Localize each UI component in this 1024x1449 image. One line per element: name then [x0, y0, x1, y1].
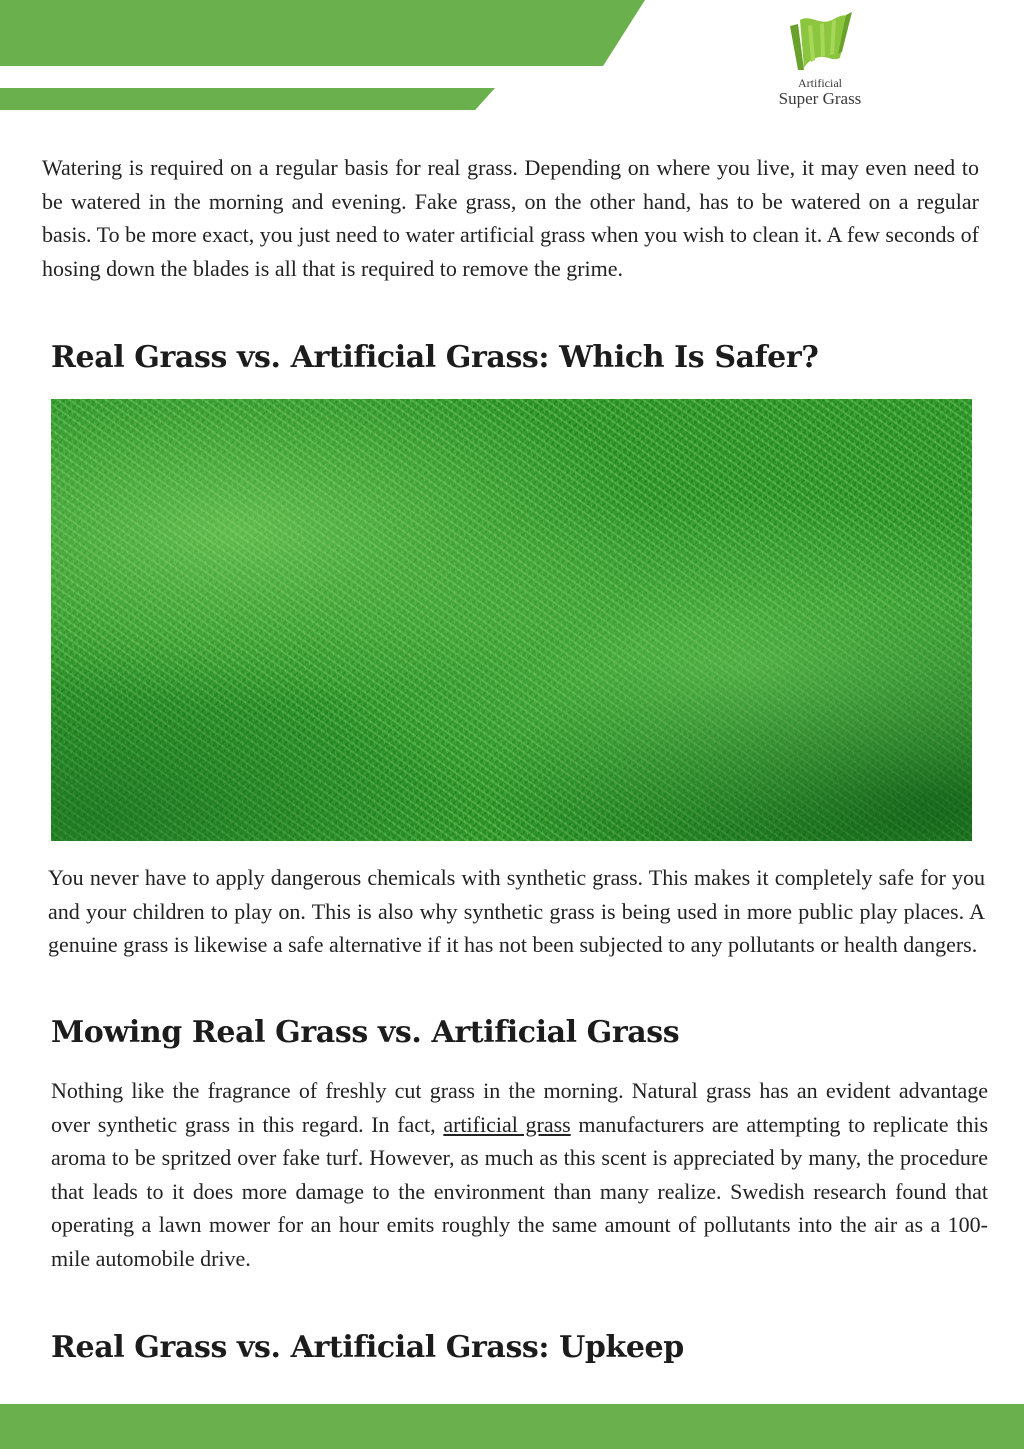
intro-paragraph: Watering is required on a regular basis for real grass. Depending on where you live, it may even need to be watered in the morning and evening. Fake grass, on the other hand, has to be watered on a regular basis. To be more exact, you just need to water artificial grass when you wish to clean it. A few seconds of hosing down the blades is all that is required to remove the grime. [42, 155, 979, 281]
header-band [0, 0, 645, 66]
mowing-text-before-link: Nothing like the fragrance of freshly cut grass in the morning. Natural grass has an evident advantage over synthetic grass in this regard. In fact, [51, 1078, 988, 1137]
grass-flag-icon [782, 12, 858, 74]
mowing-heading: Mowing Real Grass vs. Artificial Grass [51, 1015, 680, 1050]
footer-bar [0, 1404, 1024, 1449]
artificial-grass-link[interactable]: artificial grass [443, 1111, 571, 1137]
logo-text-top: Artificial [798, 76, 842, 90]
upkeep-heading: Real Grass vs. Artificial Grass: Upkeep [51, 1330, 684, 1365]
safety-paragraph: You never have to apply dangerous chemicals with synthetic grass. This makes it completely safe for you and your children to play on. This is also why synthetic grass is being used in more public play places. A genuine grass is likewise a safe alternative if it has not been subjected to any pollutants or health dangers. [48, 865, 985, 957]
brand-logo[interactable] [768, 12, 872, 112]
mowing-paragraph [51, 1074, 988, 1275]
grass-photo [51, 399, 972, 841]
logo-text-bottom: Super Grass [778, 89, 862, 108]
safety-heading: Real Grass vs. Artificial Grass: Which Is Safer? [51, 340, 819, 375]
mowing-text-after-link: manufacturers are attempting to replicate this aroma to be spritzed over fake turf. However, as much as this scent is appreciated by many, the procedure that leads to it does more damage to the environment than many realize. Swedish research found that operating a lawn mower for an hour emits roughly the same amount of pollutants into the air as a 100-mile automobile drive. [51, 1111, 988, 1271]
header-strip [0, 88, 495, 110]
